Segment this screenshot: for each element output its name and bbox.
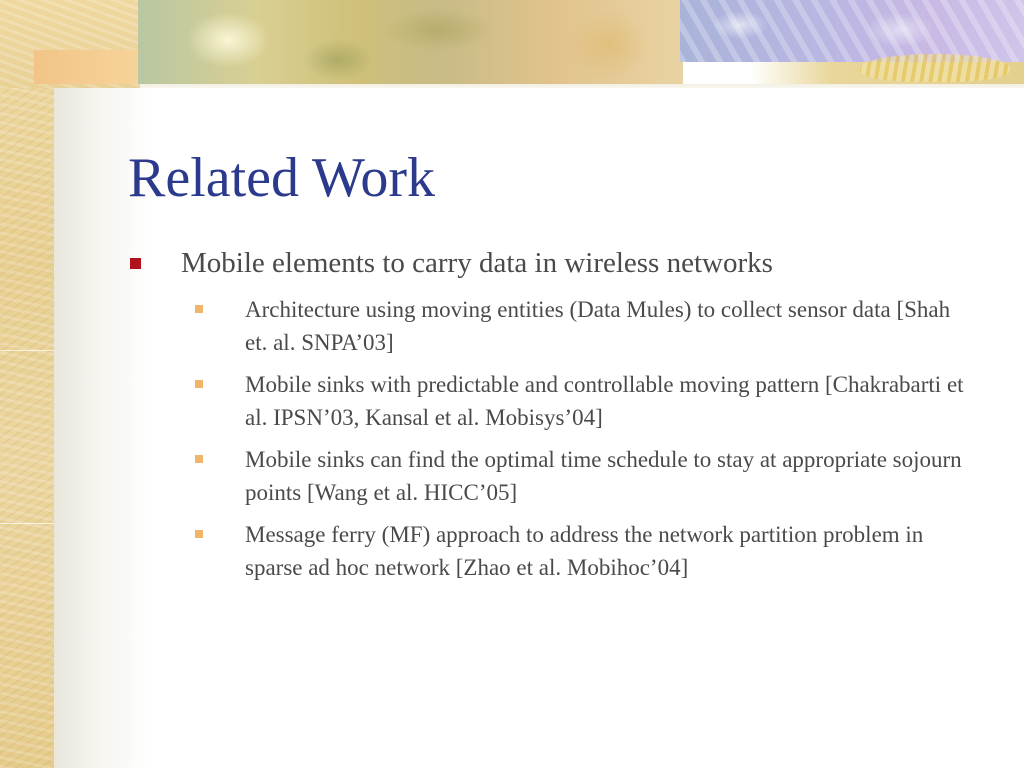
decorative-top-banner: [0, 0, 1024, 88]
sub-bullet-item: [195, 443, 990, 509]
banner-orange-block: [34, 50, 144, 84]
sub-bullet-text: Mobile sinks with predictable and controllable moving pattern [Chakrabarti et al. IPSN’03, Kansal et al. Mobisys’04]: [245, 372, 964, 430]
square-bullet-icon: [130, 258, 141, 269]
strip-seam: [0, 350, 54, 351]
sub-bullet-item: [195, 518, 990, 584]
banner-gold-leaf: [860, 54, 1010, 82]
sub-bullet-list: [195, 293, 990, 584]
bullet-item: [130, 245, 990, 281]
sub-bullet-item: [195, 368, 990, 434]
square-bullet-icon: [195, 380, 203, 388]
slide-title: Related Work: [128, 147, 436, 209]
bullet-text: Mobile elements to carry data in wireless networks: [181, 247, 773, 279]
strip-seam: [0, 523, 54, 524]
slide-body: [130, 245, 990, 593]
square-bullet-icon: [195, 305, 203, 313]
sub-bullet-text: Message ferry (MF) approach to address the network partition problem in sparse ad hoc network [Zhao et al. Mobihoc’04]: [245, 522, 924, 580]
sub-bullet-text: Architecture using moving entities (Data Mules) to collect sensor data [Shah et. al. SNPA’03]: [245, 297, 951, 355]
sub-bullet-item: [195, 293, 990, 359]
banner-blue-flowers: [680, 0, 1024, 62]
square-bullet-icon: [195, 455, 203, 463]
banner-shadow: [140, 84, 1024, 88]
banner-leaf-collage: [138, 0, 683, 84]
square-bullet-icon: [195, 530, 203, 538]
sub-bullet-text: Mobile sinks can find the optimal time schedule to stay at appropriate sojourn points [Wang et al. HICC’05]: [245, 447, 962, 505]
decorative-left-strip: [0, 0, 54, 768]
